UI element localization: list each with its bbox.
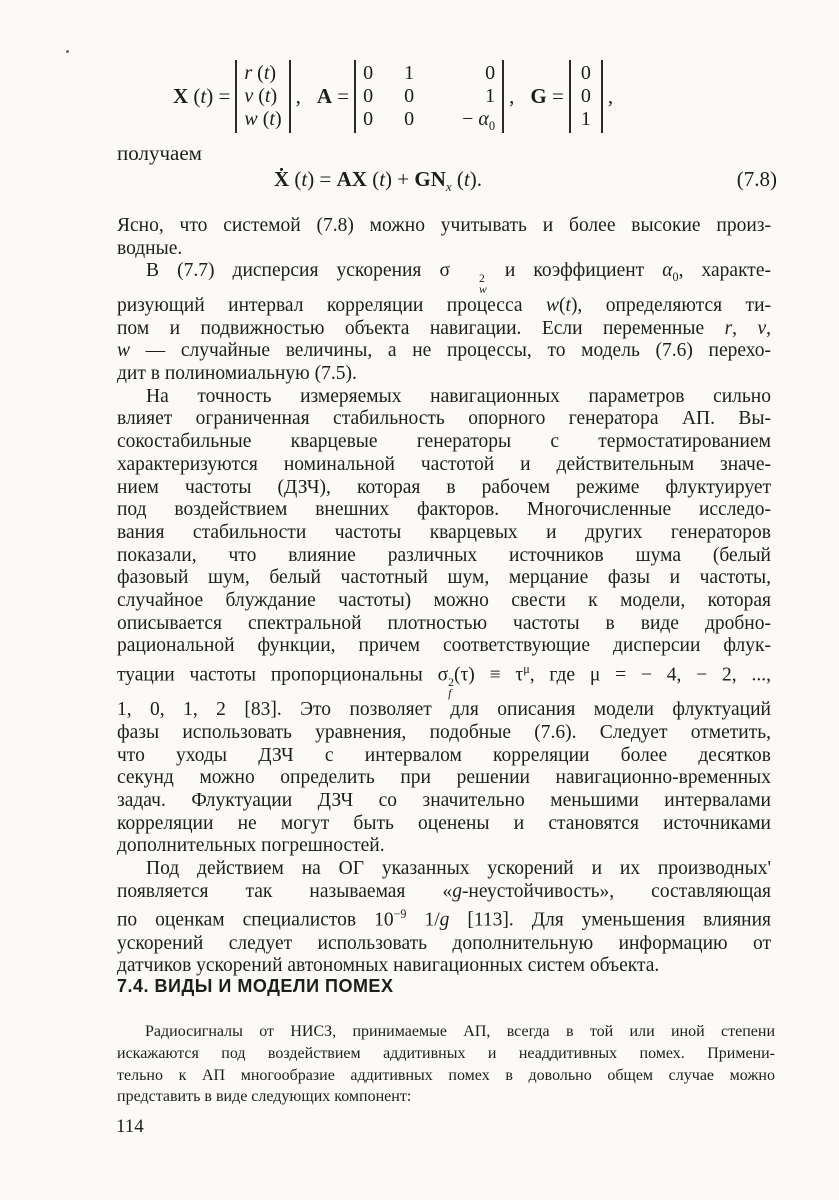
x-state-vector (235, 60, 290, 133)
text-line: Радиосигналы от НИСЗ, принимаемые АП, всегда в той или иной степени (145, 1023, 775, 1040)
text-line: искажаются под воздействием аддитивных и неаддитивных помех. Примени- (117, 1044, 775, 1062)
text-line: влияет ограниченная стабильность опорного генератора АП. Вы- (117, 408, 771, 430)
text-line: w — случайные величины, а не процессы, то модель (7.6) перехо- (117, 340, 771, 362)
text-line: по оценкам специалистов $10^{-9}$ 1/g [113]. Для уменьшения влияния (117, 907, 772, 931)
text-line: ризующий интервал корреляции процесса w(t), определяются ти- (117, 294, 772, 316)
matrix-cell: v (t) (244, 85, 278, 107)
text-line: под воздействием внешних факторов. Многочисленные исследо- (117, 499, 771, 521)
text-line: секунд можно определить при решении навигационно-временных (117, 767, 771, 789)
text-line: корреляции не могут быть оценены и становятся источниками (117, 812, 771, 834)
matrix-cell: 1 (404, 62, 415, 84)
g-vector (569, 60, 603, 133)
small-print-paragraph (117, 1021, 775, 1108)
matrix-cell: 0 (580, 62, 591, 84)
text-line: описывается спектральной плотностью частоты в виде дробно- (117, 612, 771, 634)
text-line: В (7.7) дисперсия ускорения σ 2 w и коэффициент $\alpha_0$, характе- (146, 260, 771, 296)
g-vector-lhs: G = (530, 84, 564, 108)
text-line: сокостабильные кварцевые генераторы с термостатированием (117, 431, 771, 453)
page-number: 114 (116, 1116, 144, 1137)
matrix-cell: 0 (404, 85, 415, 107)
matrix-cell: 0 (485, 62, 496, 84)
matrix-cell: r (t) (244, 62, 277, 84)
section-heading: 7.4. ВИДЫ И МОДЕЛИ ПОМЕХ (117, 976, 394, 996)
text-line: дополнительных погрешностей. (117, 835, 385, 857)
a-matrix-lhs: A = (316, 84, 350, 108)
text-line: туации частоты пропорциональны σ 2 f $(\tau) \equiv \tau^\mu$, где μ = − 4, − 2, ..., (117, 662, 771, 700)
text-line: ускорений следует использовать дополнительную информацию от (117, 932, 771, 954)
paragraph-oscillator-stability (117, 386, 771, 858)
matrix-cell: 0 (404, 108, 415, 130)
equation-number: (7.8) (736, 167, 777, 191)
matrix-cell: 0 (363, 62, 374, 84)
x-vector-lhs: X (t) = (173, 84, 231, 108)
text-line: 1, 0, 1, 2 [83]. Это позволяет для описания модели флуктуаций (117, 699, 771, 721)
body-text (117, 215, 771, 978)
state-equation: Ẋ (t) = AX $(t) + GN_x$ (t). (274, 167, 483, 195)
matrix-cell: 0 (363, 85, 374, 107)
text-line: пом и подвижностью объекта навигации. Если переменные r, v, (117, 317, 771, 339)
separator-comma: , (295, 84, 301, 108)
text-line: фазовый шум, белый частотный шум, мерцание фазы и частоты, (117, 567, 771, 589)
scan-speck (66, 50, 69, 53)
paragraph-dispersion (117, 260, 771, 385)
matrix-cell: 0 (363, 108, 374, 130)
matrix-cell: 1 (580, 108, 591, 130)
text-line: тельно к АП многообразие аддитивных помех в довольно общем случае можно (117, 1066, 775, 1084)
text-line: дит в полиномиальную (7.5). (117, 362, 357, 384)
text-line: На точность измеряемых навигационных параметров сильно (146, 385, 771, 407)
text-line: рациональной функции, причем соответствующие дисперсии флук- (117, 635, 771, 657)
separator-comma: , (607, 84, 614, 108)
text-line: показали, что влияние различных источников шума (белый (117, 544, 771, 566)
matrix-cell: 0 (580, 85, 591, 107)
matrix-definitions (173, 60, 613, 133)
matrix-cell: 1 (485, 85, 496, 107)
text-line: что уходы ДЗЧ с интервалом корреляции более десятков (117, 744, 771, 766)
text-line: задач. Флуктуации ДЗЧ со значительно меньшими интервалами (117, 789, 771, 811)
text-line: нием частоты (ДЗЧ), которая в рабочем режиме флуктуирует (117, 476, 771, 498)
text-line: водные. (117, 237, 183, 259)
paragraph-derivatives (117, 215, 771, 260)
text-line: представить в виде следующих компонент: (117, 1088, 412, 1106)
text-line: появляется так называемая «g-неустойчивость», составляющая (117, 880, 771, 902)
text-line: фазы использовать уравнения, подобные (7.6). Следует отметить, (117, 721, 771, 743)
intro-word: получаем (117, 141, 202, 165)
separator-comma: , (509, 84, 515, 108)
text-line: характеризуются номинальной частотой и действительным значе- (117, 453, 771, 475)
text-line: вания стабильности частоты кварцевых и других генераторов (117, 521, 771, 543)
paragraph-g-instability (117, 858, 771, 978)
matrix-cell: w (t) (244, 108, 282, 130)
matrix-cell: − $\alpha_0$ (462, 108, 496, 133)
a-matrix (354, 60, 504, 133)
text-line: Ясно, что системой (7.8) можно учитывать и более высокие произ- (117, 215, 771, 236)
equation-row (117, 167, 777, 193)
text-line: Под действием на ОГ указанных ускорений и их производных' (146, 858, 771, 880)
text-line: случайное блуждание частоты) можно свести к модели, которая (117, 590, 771, 612)
text-line: датчиков ускорений автономных навигационных систем объекта. (117, 955, 660, 977)
